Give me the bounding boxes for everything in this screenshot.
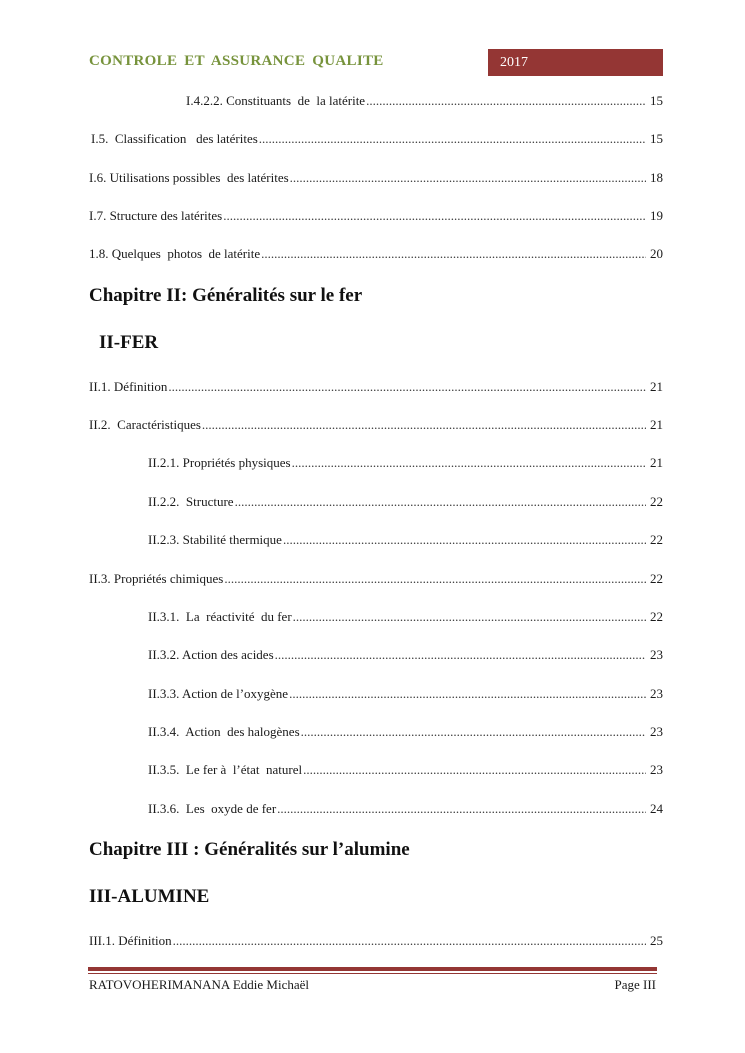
toc-page-number: 21 [650,417,663,432]
toc-page-number: 23 [650,647,663,662]
toc-entry[interactable] [148,531,663,549]
toc-page-number: 21 [650,455,663,470]
toc-entry[interactable] [148,685,663,703]
toc-entry[interactable] [148,608,663,626]
toc-entry-label: II.1. Définition [89,379,168,394]
toc-page-number: 21 [650,379,663,394]
toc-entry-label: I.5. Classification des latérites [91,131,258,146]
toc-entry-label: II.2.1. Propriétés physiques [148,455,291,470]
toc-page-number: 23 [650,762,663,777]
toc-entry-label: II.2.3. Stabilité thermique [148,532,282,547]
toc-leader-dots [235,493,646,511]
page-header-year-badge: 2017 [488,49,663,76]
toc-leader-dots [301,723,646,741]
toc-page-number: 23 [650,724,663,739]
toc-leader-dots [277,800,646,818]
footer-page-number: Page III [614,977,656,992]
chapter-heading: Chapitre III : Généralités sur l’alumine [89,839,410,860]
toc-entry[interactable] [89,932,663,950]
toc-page-number: 22 [650,571,663,586]
toc-entry[interactable] [89,378,663,396]
toc-entry[interactable] [148,761,663,779]
footer-author: RATOVOHERIMANANA Eddie Michaël [89,977,310,992]
toc-leader-dots [261,245,646,263]
toc-page-number: 15 [650,131,663,146]
toc-entry[interactable] [89,207,663,225]
toc-page-number: 22 [650,532,663,547]
toc-leader-dots [366,92,646,110]
chapter-heading: Chapitre II: Généralités sur le fer [89,285,363,306]
toc-entry-label: II.2. Caractéristiques [89,417,201,432]
page-header-title: CONTROLE ET ASSURANCE QUALITE [89,53,384,69]
toc-page-number: 18 [650,170,663,185]
toc-entry-label: II.3. Propriétés chimiques [89,571,224,586]
toc-leader-dots [275,646,646,664]
toc-leader-dots [224,570,646,588]
toc-entry-label: 1.8. Quelques photos de latérite [89,246,261,261]
toc-leader-dots [202,416,646,434]
toc-leader-dots [223,207,646,225]
toc-entry-label: II.3.3. Action de l’oxygène [148,686,289,701]
section-heading: III-ALUMINE [89,886,210,907]
toc-entry[interactable] [89,416,663,434]
toc-entry-label: II.3.4. Action des halogènes [148,724,300,739]
toc-entry[interactable] [186,92,663,110]
toc-leader-dots [292,454,646,472]
toc-entry[interactable] [148,646,663,664]
toc-entry[interactable] [89,570,663,588]
toc-entry-label: I.7. Structure des latérites [89,208,223,223]
toc-page-number: 25 [650,933,663,948]
section-heading: II-FER [99,332,159,353]
toc-entry[interactable] [148,723,663,741]
toc-page-number: 19 [650,208,663,223]
toc-entry-label: II.3.1. La réactivité du fer [148,609,292,624]
toc-leader-dots [303,761,646,779]
toc-entry[interactable] [148,493,663,511]
toc-page-number: 23 [650,686,663,701]
toc-page-number: 22 [650,609,663,624]
toc-entry-label: II.3.5. Le fer à l’état naturel [148,762,303,777]
toc-leader-dots [289,685,646,703]
toc-page-number: 22 [650,494,663,509]
toc-page-number: 24 [650,801,663,816]
toc-entry[interactable] [148,800,663,818]
toc-entry[interactable] [91,130,663,148]
toc-entry[interactable] [89,169,663,187]
footer-divider [88,967,657,971]
toc-page-number: 15 [650,93,663,108]
toc-entry-label: II.3.6. Les oxyde de fer [148,801,277,816]
toc-entry-label: II.3.2. Action des acides [148,647,274,662]
toc-page-number: 20 [650,246,663,261]
toc-leader-dots [168,378,646,396]
toc-leader-dots [290,169,646,187]
toc-entry-label: III.1. Définition [89,933,172,948]
toc-leader-dots [259,130,646,148]
toc-entry-label: I.6. Utilisations possibles des latérites [89,170,289,185]
footer-divider-thin [88,973,657,974]
toc-entry-label: I.4.2.2. Constituants de la latérite [186,93,366,108]
toc-leader-dots [283,531,646,549]
toc-leader-dots [293,608,646,626]
toc-entry[interactable] [89,245,663,263]
toc-entry[interactable] [148,454,663,472]
toc-entry-label: II.2.2. Structure [148,494,234,509]
toc-leader-dots [173,932,646,950]
